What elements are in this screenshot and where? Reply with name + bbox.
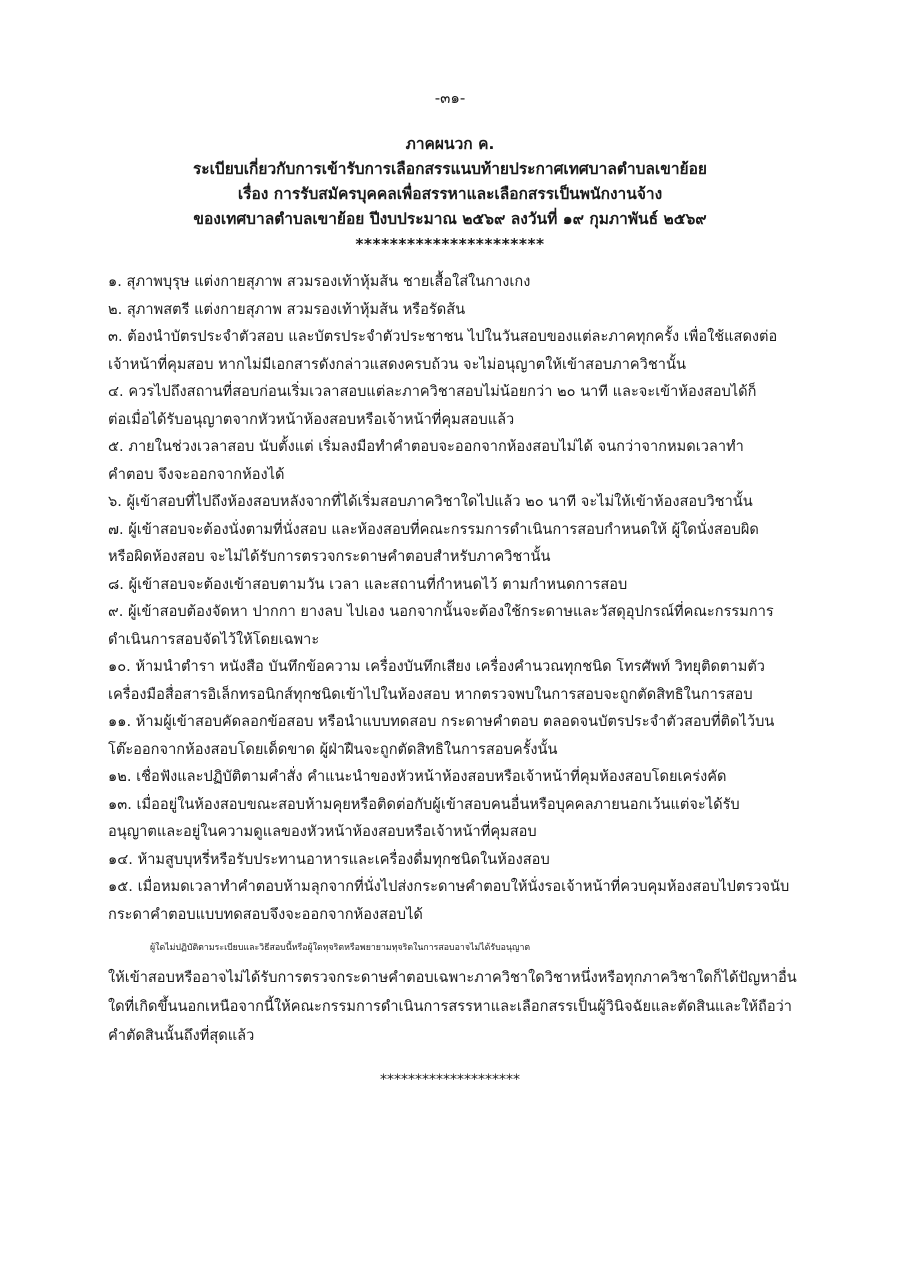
end-separator: ******************** [380, 1072, 520, 1088]
rule-line: ต่อเมื่อได้รับอนุญาตจากหัวหน้าห้องสอบหรือเจ้าหน้าที่คุมสอบแล้ว [108, 410, 515, 428]
rule-line: ๑๒. เชื่อฟังและปฏิบัติตามคำสั่ง คำแนะนำของหัวหน้าห้องสอบหรือเจ้าหน้าที่คุมห้องสอบโดยเคร่งคัด [108, 768, 727, 785]
rule-item [108, 598, 808, 653]
rule-line: โต๊ะออกจากห้องสอบโดยเด็ดขาด ผู้ฝ่าฝืนจะถูกตัดสิทธิในการสอบครั้งนั้น [108, 740, 558, 758]
rules-list [108, 268, 808, 928]
rule-line: ดำเนินการสอบจัดไว้ให้โดยเฉพาะ [108, 630, 320, 648]
rule-line: ๑๐. ห้ามนำตำรา หนังสือ บันทึกข้อความ เครื่องบันทึกเสียง เครื่องคำนวณทุกชนิด โทรศัพท์ วิทยุติดตามตัว [108, 658, 765, 675]
rule-item [108, 516, 808, 571]
header-line-3: ของเทศบาลตำบลเขาย้อย ปีงบประมาณ ๒๕๖๙ ลงวันที่ ๑๙ กุมภาพันธ์ ๒๕๖๙ [193, 210, 707, 228]
rule-line: ๔. ควรไปถึงสถานที่สอบก่อนเริ่มเวลาสอบแต่ละภาควิชาสอบไม่น้อยกว่า ๒๐ นาที และจะเข้าห้องสอบได้ก็ [108, 383, 757, 400]
rule-line: ๑๓. เมื่ออยู่ในห้องสอบขณะสอบห้ามคุยหรือติดต่อกับผู้เข้าสอบคนอื่นหรือบุคคลภายนอกเว้นแต่จะได้รับ [108, 795, 740, 813]
document-header [0, 132, 900, 257]
rule-item [108, 378, 808, 433]
rule-line: หรือผิดห้องสอบ จะไม่ได้รับการตรวจกระดาษคำตอบสำหรับภาควิชานั้น [108, 548, 551, 565]
rule-item [108, 846, 808, 874]
rule-line: คำตอบ จึงจะออกจากห้องได้ [108, 465, 285, 483]
rule-line: ๑. สุภาพบุรุษ แต่งกายสุภาพ สวมรองเท้าหุ้มส้น ชายเสื้อใส่ในกางเกง [108, 273, 531, 290]
rule-item [108, 571, 808, 599]
rule-line: เครื่องมือสื่อสารอิเล็กทรอนิกส์ทุกชนิดเข้าไปในห้องสอบ หากตรวจพบในการสอบจะถูกตัดสิทธิในการสอบ [108, 685, 753, 703]
rule-line: กระดาคำตอบแบบทดสอบจึงจะออกจากห้องสอบได้ [108, 905, 423, 923]
rule-item [108, 296, 808, 324]
rule-item [108, 653, 808, 708]
closing-paragraph [108, 934, 808, 1050]
header-line-2: เรื่อง การรับสมัครบุคคลเพื่อสรรหาและเลือกสรรเป็นพนักงานจ้าง [237, 185, 663, 203]
closing-line: ให้เข้าสอบหรืออาจไม่ได้รับการตรวจกระดาษคำตอบเฉพาะภาควิชาใดวิชาหนึ่งหรือทุกภาควิชาใดก็ได้ปัญหาอื่น [108, 969, 797, 986]
rule-item [108, 791, 808, 846]
rule-line: ๑๕. เมื่อหมดเวลาทำคำตอบห้ามลุกจากที่นั่งไปส่งกระดาษคำตอบให้นั่งรอเจ้าหน้าที่ควบคุมห้องสอบไปตรวจนับ [108, 878, 790, 895]
rule-item [108, 708, 808, 763]
rule-line: ๖. ผู้เข้าสอบที่ไปถึงห้องสอบหลังจากที่ได้เริ่มสอบภาควิชาใดไปแล้ว ๒๐ นาที จะไม่ให้เข้าห้องสอบวิชานั้น [108, 493, 753, 510]
rule-line: ๑๔. ห้ามสูบบุหรี่หรือรับประทานอาหารและเครื่องดื่มทุกชนิดในห้องสอบ [108, 850, 550, 868]
rule-line: ๕. ภายในช่วงเวลาสอบ นับตั้งแต่ เริ่มลงมือทำคำตอบจะออกจากห้องสอบไม่ได้ จนกว่าจากหมดเวลาทำ [108, 438, 744, 455]
rule-line: ๒. สุภาพสตรี แต่งกายสุภาพ สวมรองเท้าหุ้มส้น หรือรัดส้น [108, 300, 466, 318]
rule-line: ๘. ผู้เข้าสอบจะต้องเข้าสอบตามวัน เวลา และสถานที่กำหนดไว้ ตามกำหนดการสอบ [108, 575, 628, 593]
rule-line: เจ้าหน้าที่คุมสอบ หากไม่มีเอกสารดังกล่าวแสดงครบถ้วน จะไม่อนุญาตให้เข้าสอบภาควิชานั้น [108, 355, 686, 373]
rule-item [108, 873, 808, 928]
rule-item [108, 763, 808, 791]
rule-item [108, 268, 808, 296]
appendix-title: ภาคผนวก ค. [405, 135, 495, 153]
closing-line: ผู้ใดไม่ปฏิบัติตามระเบียบและวิธีสอบนี้หรือผู้ใดทุจริตหรือพยายามทุจริตในการสอบอาจไม่ได้รับอนุญาต [150, 943, 531, 953]
page-number: -๓๑- [434, 89, 466, 107]
rule-item [108, 488, 808, 516]
rule-item [108, 433, 808, 488]
rule-line: ๓. ต้องนำบัตรประจำตัวสอบ และบัตรประจำตัวประชาชน ไปในวันสอบของแต่ละภาคทุกครั้ง เพื่อใช้แสดงต่อ [108, 328, 778, 345]
rule-line: ๑๑. ห้ามผู้เข้าสอบคัดลอกข้อสอบ หรือนำแบบทดสอบ กระดาษคำตอบ ตลอดจนบัตรประจำตัวสอบที่ติดไว้บน [108, 713, 775, 730]
rule-line: ๗. ผู้เข้าสอบจะต้องนั่งตามที่นั่งสอบ และห้องสอบที่คณะกรรมการดำเนินการสอบกำหนดให้ ผู้ใดนั่งสอบผิด [108, 520, 759, 538]
closing-line: ใดที่เกิดขึ้นนอกเหนือจากนี้ให้คณะกรรมการดำเนินการสรรหาและเลือกสรรเป็นผู้วินิจฉัยและตัดสินและให้ถือว่า [108, 998, 792, 1015]
rule-item [108, 323, 808, 378]
closing-line: คำตัดสินนั้นถึงที่สุดแล้ว [108, 1027, 255, 1044]
header-line-1: ระเบียบเกี่ยวกับการเข้ารับการเลือกสรรแนบท้ายประกาศเทศบาลตำบลเขาย้อย [192, 160, 707, 178]
rule-line: ๙. ผู้เข้าสอบต้องจัดหา ปากกา ยางลบ ไปเอง นอกจากนั้นจะต้องใช้กระดาษและวัสดุอุปกรณ์ที่คณะกรรมการ [108, 603, 774, 620]
header-separator: ********************** [355, 235, 545, 253]
rule-line: อนุญาตและอยู่ในความดูแลของหัวหน้าห้องสอบหรือเจ้าหน้าที่คุมสอบ [108, 823, 537, 840]
